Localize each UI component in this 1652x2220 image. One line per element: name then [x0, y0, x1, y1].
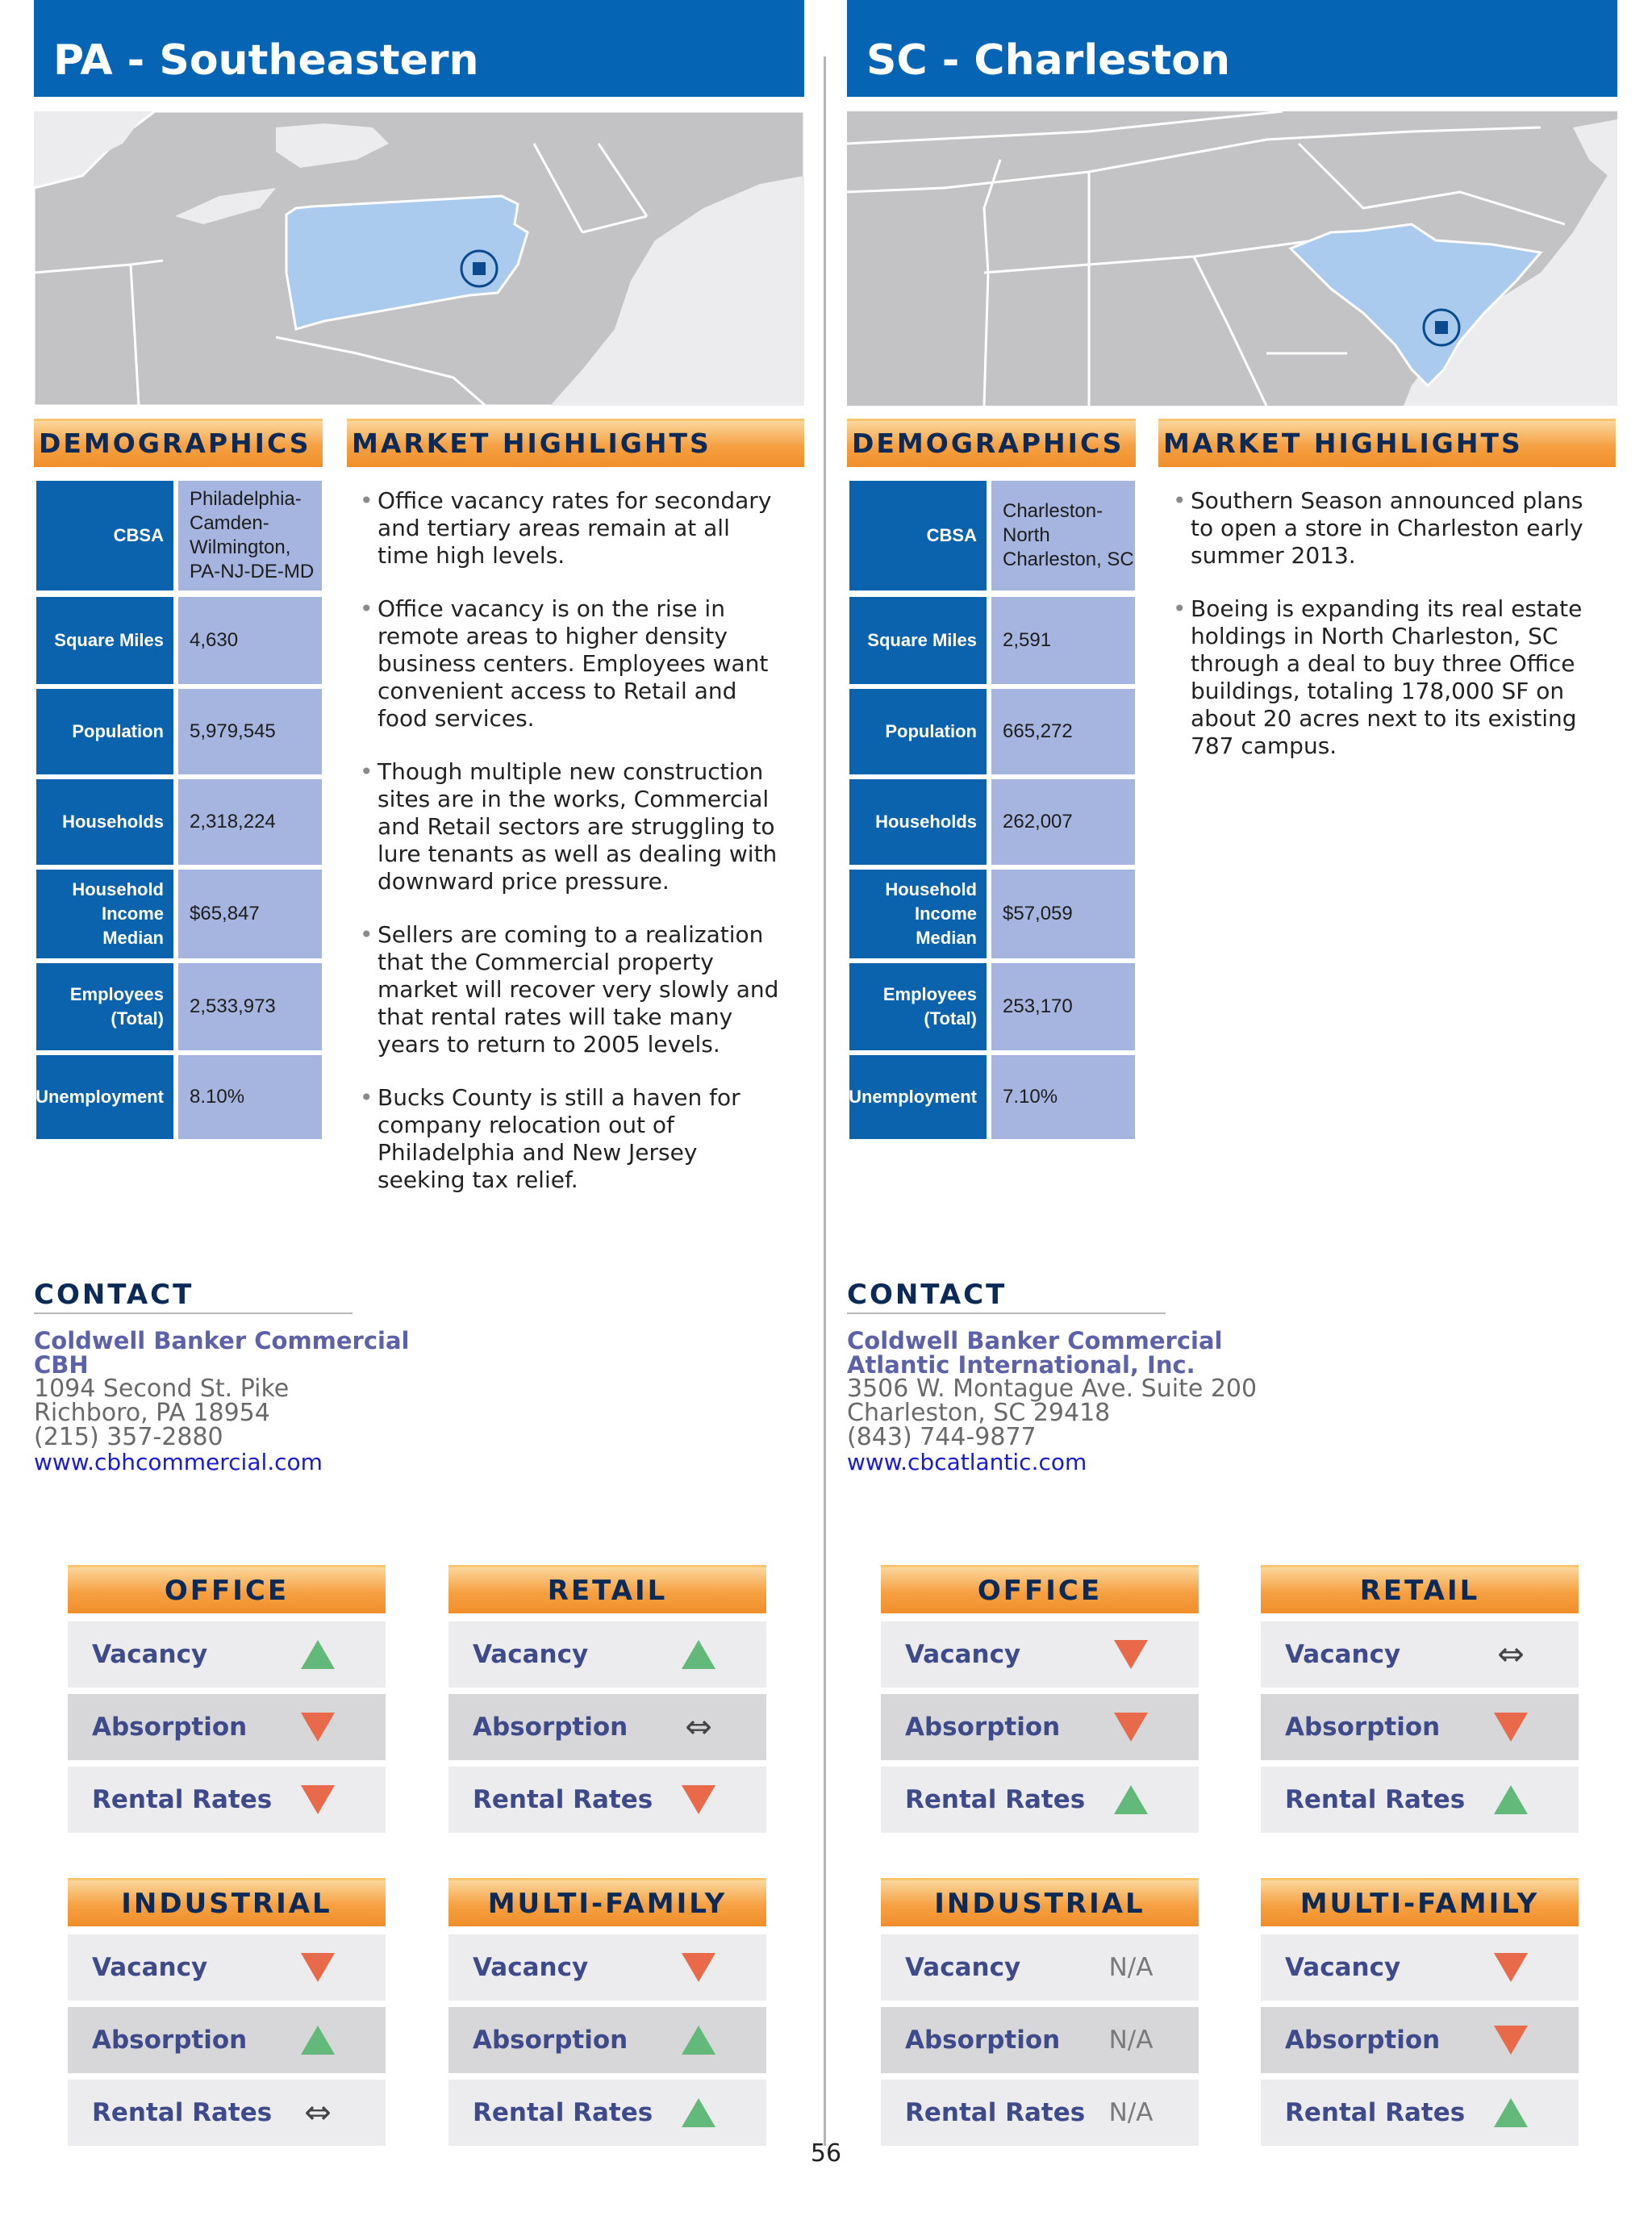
- demo-label: Employees (Total): [849, 963, 987, 1050]
- indicator-label: Vacancy: [92, 1953, 208, 1982]
- indicator-label: Vacancy: [473, 1953, 589, 1982]
- contact-phone: (843) 744-9877: [847, 1423, 1037, 1451]
- demo-value: $65,847: [178, 870, 322, 958]
- demographics-table: [36, 481, 322, 1139]
- demo-value: 665,272: [991, 689, 1135, 774]
- double-arrow-icon: [1479, 1621, 1543, 1688]
- contact-block: [847, 1279, 1257, 1475]
- indicator-header: OFFICE: [881, 1565, 1199, 1613]
- market-highlights-header: MARKET HIGHLIGHTS: [1158, 419, 1616, 467]
- demo-row-unemployment: [849, 1055, 1135, 1139]
- demo-row-square-miles: [36, 597, 322, 684]
- demo-row-cbsa: [36, 481, 322, 590]
- indicator-header: INDUSTRIAL: [68, 1878, 386, 1926]
- indicator-row-rental-rates: [448, 2080, 766, 2146]
- demo-row-employees: [849, 963, 1135, 1050]
- demo-value: 2,533,973: [178, 963, 322, 1050]
- triangle-up-icon: [301, 2026, 335, 2055]
- indicator-label: Rental Rates: [1285, 2098, 1466, 2127]
- triangle-down-icon: [1494, 2026, 1528, 2055]
- indicator-header: OFFICE: [68, 1565, 386, 1613]
- demo-label: Household Income Median: [849, 870, 987, 958]
- demo-value: 4,630: [178, 597, 322, 684]
- indicator-row-vacancy: [881, 1621, 1199, 1688]
- indicator-row-rental-rates: [881, 2080, 1199, 2146]
- contact-firm: Coldwell Banker Commercial: [34, 1327, 410, 1354]
- indicator-label: Vacancy: [905, 1953, 1021, 1982]
- indicator-label: Absorption: [92, 1713, 248, 1742]
- contact-website-link[interactable]: www.cbcatlantic.com: [847, 1449, 1087, 1475]
- double-arrow-icon: [286, 2080, 350, 2146]
- triangle-up-icon: [682, 2098, 715, 2127]
- indicator-label: Rental Rates: [905, 2098, 1086, 2127]
- triangle-up-icon: [301, 1640, 335, 1669]
- demo-value: 2,591: [991, 597, 1135, 684]
- bullet-icon: •: [360, 595, 373, 622]
- double-arrow-icon: ⇔: [304, 2094, 332, 2131]
- demo-label: Square Miles: [849, 597, 987, 684]
- indicator-row-rental-rates: [881, 1767, 1199, 1833]
- indicator-label: Rental Rates: [92, 1785, 273, 1814]
- triangle-up-icon: [682, 1640, 715, 1669]
- triangle-down-icon: [1114, 1713, 1148, 1742]
- triangle-up-icon: [1479, 2080, 1543, 2146]
- indicator-office: [68, 1565, 386, 1839]
- market-highlights-header: MARKET HIGHLIGHTS: [347, 419, 804, 467]
- demo-label: CBSA: [849, 481, 987, 590]
- triangle-up-icon: [286, 2007, 350, 2073]
- indicator-label: Vacancy: [473, 1640, 589, 1669]
- indicator-header: INDUSTRIAL: [881, 1878, 1199, 1926]
- contact-address-line1: 1094 Second St. Pike: [34, 1375, 290, 1403]
- highlight-item: • Sellers are coming to a realization that the Commercial property market will recover very slowly and that rental rates will take many years to return to 2005 levels.: [360, 921, 779, 1058]
- double-arrow-icon: ⇔: [1497, 1636, 1525, 1673]
- indicator-industrial: [881, 1878, 1199, 2152]
- bullet-icon: •: [360, 487, 373, 514]
- bullet-icon: •: [1173, 595, 1187, 622]
- highlight-item: • Southern Season announced plans to open a store in Charleston early summer 2013.: [1173, 487, 1583, 569]
- map-pennsylvania: [34, 111, 804, 406]
- indicator-row-rental-rates: [68, 1767, 386, 1833]
- triangle-down-icon: [301, 1953, 335, 1982]
- triangle-down-icon: [666, 1934, 731, 2001]
- indicator-industrial: [68, 1878, 386, 2152]
- contact-firm: Coldwell Banker Commercial: [847, 1327, 1223, 1354]
- indicator-label: Vacancy: [1285, 1953, 1401, 1982]
- bullet-icon: •: [360, 1084, 373, 1111]
- indicator-row-vacancy: [1261, 1934, 1579, 2001]
- demo-value: 5,979,545: [178, 689, 322, 774]
- market-title-pa: PA - Southeastern: [34, 0, 804, 97]
- column-divider: [824, 56, 826, 2146]
- indicator-label: Absorption: [473, 1713, 628, 1742]
- bullet-icon: •: [360, 921, 373, 948]
- highlight-item: • Boeing is expanding its real estate holdings in North Charleston, SC through a deal to buy three Office buildings, totaling 178,000 SF on about 20 acres next to its existing 787 campus.: [1173, 595, 1583, 759]
- demo-row-unemployment: [36, 1055, 322, 1139]
- indicator-row-absorption: [1261, 1694, 1579, 1760]
- indicator-retail: [1261, 1565, 1579, 1839]
- demo-row-square-miles: [849, 597, 1135, 684]
- indicator-row-absorption: [448, 1694, 766, 1760]
- demo-row-population: [849, 689, 1135, 774]
- triangle-up-icon: [286, 1621, 350, 1688]
- demo-value: Charleston-North Charleston, SC: [991, 481, 1135, 590]
- demographics-table: [849, 481, 1135, 1139]
- status-na-text: N/A: [1108, 2098, 1153, 2127]
- contact-address-line1: 3506 W. Montague Ave. Suite 200: [847, 1375, 1258, 1403]
- demo-row-households: [849, 779, 1135, 865]
- indicator-row-vacancy: [881, 1934, 1199, 2001]
- contact-address-line2: Richboro, PA 18954: [34, 1399, 270, 1427]
- indicator-label: Vacancy: [905, 1640, 1021, 1669]
- triangle-down-icon: [666, 1767, 731, 1833]
- status-na-text: N/A: [1108, 2026, 1153, 2055]
- indicator-row-vacancy: [68, 1934, 386, 2001]
- highlight-item: • Office vacancy is on the rise in remote areas to higher density business centers. Employees want convenient access to Retail and food services.: [360, 595, 769, 732]
- highlight-item: • Office vacancy rates for secondary and tertiary areas remain at all time high levels.: [360, 487, 772, 569]
- demo-row-population: [36, 689, 322, 774]
- contact-block: [34, 1279, 410, 1475]
- demo-value: 2,318,224: [178, 779, 322, 865]
- indicator-row-vacancy: [1261, 1621, 1579, 1688]
- indicator-label: Absorption: [1285, 2026, 1441, 2055]
- highlight-item: • Though multiple new construction sites are in the works, Commercial and Retail sectors are struggling to lure tenants as well as dealing with downward price pressure.: [360, 758, 778, 895]
- demo-label: Employees (Total): [36, 963, 173, 1050]
- indicator-label: Absorption: [1285, 1713, 1441, 1742]
- triangle-down-icon: [1494, 1953, 1528, 1982]
- indicator-label: Absorption: [92, 2026, 248, 2055]
- demo-value: $57,059: [991, 870, 1135, 958]
- page-number: 56: [810, 2139, 842, 2168]
- indicator-row-vacancy: [448, 1934, 766, 2001]
- market-title-sc: SC - Charleston: [847, 0, 1617, 97]
- demo-value: 7.10%: [991, 1055, 1135, 1139]
- triangle-down-icon: [682, 1953, 715, 1982]
- triangle-down-icon: [286, 1767, 350, 1833]
- triangle-down-icon: [286, 1934, 350, 2001]
- indicator-row-rental-rates: [1261, 2080, 1579, 2146]
- status-na-text: N/A: [1108, 1953, 1153, 1982]
- demo-label: Households: [849, 779, 987, 865]
- market-highlights-list: [360, 487, 787, 1220]
- indicator-row-absorption: [881, 2007, 1199, 2073]
- triangle-down-icon: [682, 1785, 715, 1814]
- demo-label: Unemployment: [849, 1055, 987, 1139]
- indicator-row-absorption: [448, 2007, 766, 2073]
- triangle-down-icon: [1099, 1694, 1163, 1760]
- contact-firm-division: CBH: [34, 1351, 89, 1379]
- indicator-header: RETAIL: [1261, 1565, 1579, 1613]
- demo-row-households: [36, 779, 322, 865]
- demo-row-household-income: [36, 870, 322, 958]
- triangle-up-icon: [1479, 1767, 1543, 1833]
- indicator-label: Rental Rates: [92, 2098, 273, 2127]
- indicator-label: Absorption: [905, 1713, 1061, 1742]
- indicator-row-rental-rates: [448, 1767, 766, 1833]
- double-arrow-icon: ⇔: [685, 1709, 712, 1746]
- indicator-multi-family: [448, 1878, 766, 2152]
- bullet-icon: •: [360, 758, 373, 785]
- indicator-row-absorption: [1261, 2007, 1579, 2073]
- indicator-header: MULTI-FAMILY: [448, 1878, 766, 1926]
- triangle-up-icon: [1494, 1785, 1528, 1814]
- demo-value: 262,007: [991, 779, 1135, 865]
- triangle-down-icon: [1479, 1694, 1543, 1760]
- triangle-down-icon: [301, 1713, 335, 1742]
- indicator-label: Absorption: [473, 2026, 628, 2055]
- indicator-row-vacancy: [448, 1621, 766, 1688]
- contact-website-link[interactable]: www.cbhcommercial.com: [34, 1449, 323, 1475]
- triangle-up-icon: [1114, 1785, 1148, 1814]
- indicator-office: [881, 1565, 1199, 1839]
- status-na: [1099, 1934, 1163, 2001]
- status-na: [1099, 2080, 1163, 2146]
- contact-header: CONTACT: [847, 1279, 1166, 1314]
- map-south-carolina: [847, 111, 1617, 406]
- demo-value: 253,170: [991, 963, 1135, 1050]
- indicator-row-rental-rates: [68, 2080, 386, 2146]
- demo-value: Philadelphia-Camden-Wilmington, PA-NJ-DE-MD: [178, 481, 322, 590]
- triangle-down-icon: [1479, 2007, 1543, 2073]
- triangle-down-icon: [1114, 1640, 1148, 1669]
- triangle-down-icon: [1099, 1621, 1163, 1688]
- triangle-up-icon: [1099, 1767, 1163, 1833]
- indicator-label: Vacancy: [1285, 1640, 1401, 1669]
- triangle-down-icon: [301, 1785, 335, 1814]
- indicator-retail: [448, 1565, 766, 1839]
- triangle-up-icon: [666, 2007, 731, 2073]
- indicator-label: Rental Rates: [905, 1785, 1086, 1814]
- market-highlights-list: [1173, 487, 1600, 786]
- indicator-label: Vacancy: [92, 1640, 208, 1669]
- triangle-up-icon: [682, 2026, 715, 2055]
- demo-label: Unemployment: [36, 1055, 173, 1139]
- double-arrow-icon: [666, 1694, 731, 1760]
- demo-label: CBSA: [36, 481, 173, 590]
- indicator-label: Rental Rates: [473, 2098, 653, 2127]
- indicator-row-absorption: [68, 2007, 386, 2073]
- indicator-label: Rental Rates: [473, 1785, 653, 1814]
- bullet-icon: •: [1173, 487, 1187, 514]
- status-na: [1099, 2007, 1163, 2073]
- demographics-header: DEMOGRAPHICS: [847, 419, 1136, 467]
- indicator-multi-family: [1261, 1878, 1579, 2152]
- demo-row-cbsa: [849, 481, 1135, 590]
- triangle-down-icon: [286, 1694, 350, 1760]
- indicator-row-rental-rates: [1261, 1767, 1579, 1833]
- triangle-down-icon: [1494, 1713, 1528, 1742]
- highlight-item: • Bucks County is still a haven for company relocation out of Philadelphia and New Jersey seeking tax relief.: [360, 1084, 740, 1193]
- demo-label: Population: [36, 689, 173, 774]
- indicator-header: RETAIL: [448, 1565, 766, 1613]
- demo-label: Household Income Median: [36, 870, 173, 958]
- indicator-row-vacancy: [68, 1621, 386, 1688]
- contact-firm-division: Atlantic International, Inc.: [847, 1351, 1195, 1379]
- demo-row-employees: [36, 963, 322, 1050]
- demo-label: Square Miles: [36, 597, 173, 684]
- demo-value: 8.10%: [178, 1055, 322, 1139]
- demo-label: Population: [849, 689, 987, 774]
- contact-header: CONTACT: [34, 1279, 353, 1314]
- indicator-label: Absorption: [905, 2026, 1061, 2055]
- triangle-up-icon: [1494, 2098, 1528, 2127]
- contact-phone: (215) 357-2880: [34, 1423, 223, 1451]
- triangle-up-icon: [666, 1621, 731, 1688]
- indicator-header: MULTI-FAMILY: [1261, 1878, 1579, 1926]
- contact-address-line2: Charleston, SC 29418: [847, 1399, 1111, 1427]
- indicator-label: Rental Rates: [1285, 1785, 1466, 1814]
- triangle-down-icon: [1479, 1934, 1543, 2001]
- triangle-up-icon: [666, 2080, 731, 2146]
- indicator-row-absorption: [68, 1694, 386, 1760]
- indicator-row-absorption: [881, 1694, 1199, 1760]
- demo-row-household-income: [849, 870, 1135, 958]
- demo-label: Households: [36, 779, 173, 865]
- demographics-header: DEMOGRAPHICS: [34, 419, 323, 467]
